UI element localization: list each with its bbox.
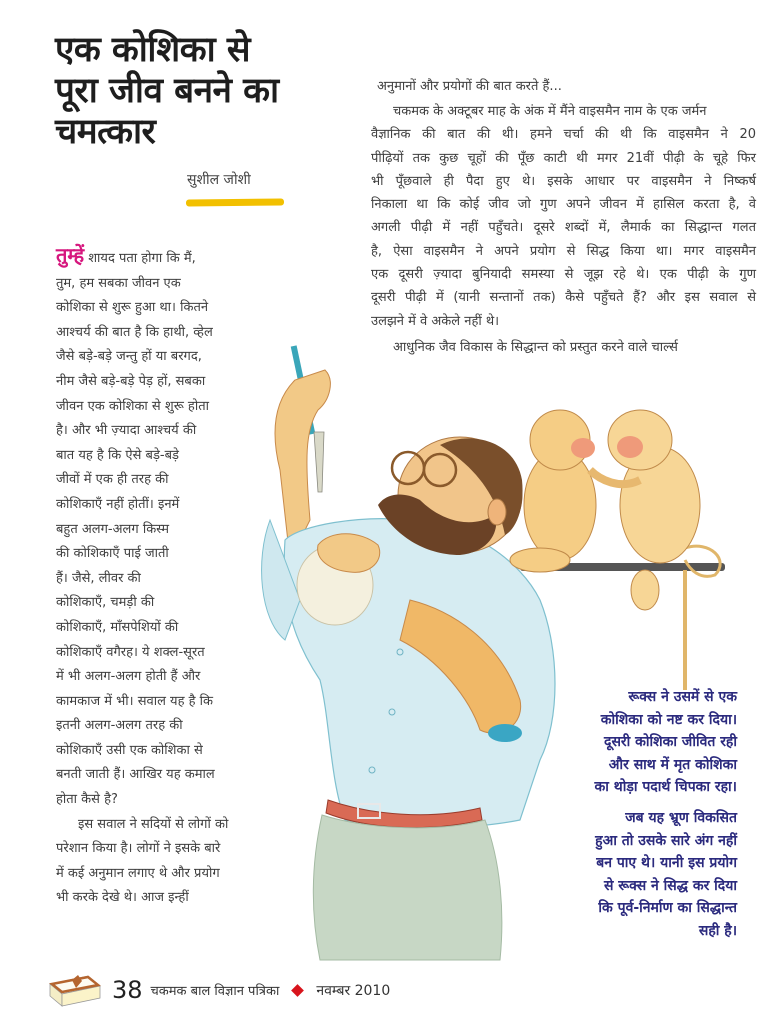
monkey-right-icon <box>590 410 700 610</box>
right-column-top-line: अनुमानों और प्रयोगों की बात करते हैं... <box>377 79 562 94</box>
paragraph-line: निकाला था कि कोई जीव जो गुण अपने जीवन में हासिल करता है, वे <box>371 197 756 213</box>
title-line-1: एक कोशिका से <box>55 30 251 70</box>
paragraph-line: आधुनिक जैव विकास के सिद्धान्त को प्रस्तुत करने वाले चार्ल्स <box>393 339 678 355</box>
paragraph-line: भी पूँछवाले ही पैदा हुए थे। इसके आधार पर वाइसमैन ने निष्कर्ष <box>371 173 756 189</box>
paragraph-line: अगली पीढ़ी में नहीं पहुँचते। दूसरे शब्दों में, लैमार्क का सिद्धान्त गलत <box>371 220 756 236</box>
callout-line: जब यह भ्रूण विकसित <box>625 809 737 826</box>
left-column-text <box>56 243 286 911</box>
article-title <box>55 30 345 153</box>
monkey-left-icon <box>510 410 596 572</box>
paragraph-line: कामकाज में भी। सवाल यह है कि <box>56 693 214 709</box>
paragraph-line: हैं। जैसे, लीवर की <box>56 570 141 586</box>
callout-line: रूक्स ने उसमें से एक <box>628 689 737 705</box>
paragraph-line: उलझने में वे अकेले नहीं थे। <box>371 313 500 329</box>
paragraph-line: कोशिकाएँ नहीं होतीं। इनमें <box>56 496 180 512</box>
paragraph-line: इस सवाल ने सदियों से लोगों को <box>78 816 229 832</box>
paragraph-line: कोशिकाएँ वगैरह। ये शक्ल-सूरत <box>56 644 205 660</box>
callout-line: से रूक्स ने सिद्ध कर दिया <box>603 877 737 894</box>
paragraph-line: कोशिका से शुरू हुआ था। कितने <box>56 300 209 316</box>
paragraph-line: होता कैसे है? <box>56 792 118 808</box>
title-line-2: पूरा जीव बनने का <box>55 71 279 111</box>
author-underline-decoration <box>186 198 284 206</box>
paragraph-line: कोशिकाएँ उसी एक कोशिका से <box>56 742 203 758</box>
paragraph-line: कोशिकाएँ, माँसपेशियों की <box>56 619 179 635</box>
paragraph-line: दूसरी पीढ़ी में (यानी सन्तानों तक) कैसे पहुँचते हैं? और इस सवाल से <box>371 290 756 306</box>
paragraph-line: जीवों में एक ही तरह की <box>56 472 169 488</box>
dropcap-word: तुम्हें <box>56 243 85 267</box>
callout-line: सही है। <box>698 922 737 939</box>
issue-date: नवम्बर 2010 <box>316 982 391 999</box>
paragraph-line: है। और भी ज़्यादा आश्चर्य की <box>56 423 197 439</box>
box-logo-icon <box>44 972 102 1008</box>
paragraph-line: कोशिकाएँ, चमड़ी की <box>56 595 155 611</box>
paragraph-line: बहुत अलग-अलग किस्म <box>56 521 170 537</box>
paragraph-line: भी करके देखे थे। आज इन्हीं <box>56 890 189 906</box>
paragraph-line: आश्चर्य की बात है कि हाथी, व्हेल <box>56 324 213 340</box>
paragraph-line: बनती जाती हैं। आखिर यह कमाल <box>56 767 215 783</box>
right-column-text <box>371 100 756 359</box>
callout-text <box>560 686 737 943</box>
title-line-3: चमत्कार <box>55 112 156 152</box>
callout-line: बन पाए थे। यानी इस प्रयोग <box>596 855 737 872</box>
paragraph-line: जैसे बड़े-बड़े जन्तु हों या बरगद, <box>56 349 202 365</box>
paragraph-line: तुम, हम सबका जीवन एक <box>56 275 181 291</box>
paragraph-line: वैज्ञानिक की बात की थी। हमने चर्चा की थी कि वाइसमैन ने 20 <box>371 127 756 143</box>
paragraph-line: जीवन एक कोशिका से शुरू होता <box>56 398 209 414</box>
magazine-name: चकमक बाल विज्ञान पत्रिका <box>150 984 280 999</box>
pipette-icon <box>291 345 324 492</box>
red-diamond-icon <box>291 984 304 997</box>
callout-line: कोशिका को नष्ट कर दिया। <box>600 711 737 728</box>
paragraph-line: परेशान किया है। लोगों ने इसके बारे <box>56 841 221 857</box>
paragraph-line: इतनी अलग-अलग तरह की <box>56 718 183 734</box>
callout-line: और साथ में मृत कोशिका <box>608 756 737 773</box>
paragraph-line: नीम जैसे बड़े-बड़े पेड़ हों, सबका <box>56 373 206 389</box>
paragraph-line: में भी अलग-अलग होती हैं और <box>56 669 201 685</box>
callout-line: का थोड़ा पदार्थ चिपका रहा। <box>594 779 737 796</box>
paragraph-line: शायद पता होगा कि मैं, <box>84 251 196 266</box>
paragraph-line: की कोशिकाएँ पाई जाती <box>56 546 169 562</box>
page-number: 38 <box>112 976 143 1004</box>
paragraph-line: है, ऐसा वाइसमैन ने अपने प्रयोग से सिद्ध किया था। मगर वाइसमैन <box>371 243 756 259</box>
callout-line: कि पूर्व-निर्माण का सिद्धान्त <box>598 900 737 917</box>
page-footer <box>44 972 390 1008</box>
paragraph-line: बात यह है कि ऐसे बड़े-बड़े <box>56 447 179 463</box>
author-name: सुशील जोशी <box>187 172 251 188</box>
paragraph-line: पीढ़ियों तक कुछ चूहों की पूँछ काटी थी मगर 21वीं पीढ़ी के चूहे फिर <box>371 150 756 166</box>
paragraph-line: में कई अनुमान लगाए थे और प्रयोग <box>56 865 220 881</box>
callout-line: हुआ तो उसके सारे अंग नहीं <box>595 832 737 849</box>
callout-line: दूसरी कोशिका जीवित रही <box>604 734 737 751</box>
paragraph-line: चकमक के अक्टूबर माह के अंक में मैंने वाइसमैन नाम के एक जर्मन <box>393 104 707 119</box>
paragraph-line: एक दूसरी ज़्यादा बुनियादी समस्या से जूझ रहे थे। एक पीढ़ी के गुण <box>371 267 756 283</box>
